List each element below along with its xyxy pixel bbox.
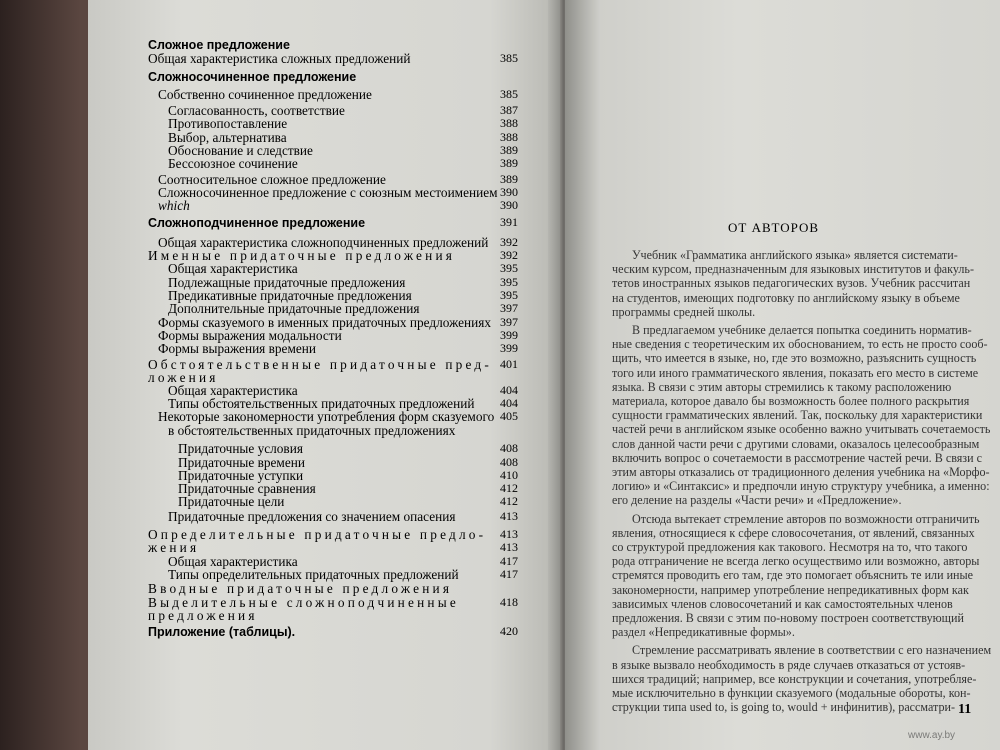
toc-entry-title: Вводные придаточные предложения: [148, 581, 453, 596]
toc-entry-page: 390: [500, 185, 518, 199]
toc-entry-title: Именные придаточные предложения: [148, 248, 456, 263]
toc-entry: [168, 424, 528, 437]
toc-entry-page: 388: [500, 116, 518, 130]
preface-line: со структурой предложения как такового. Несмотря на то, что такого: [612, 540, 968, 554]
preface-line: Учебник «Грамматика английского языка» является системати-: [632, 248, 958, 262]
toc-entry-page: 417: [500, 567, 518, 581]
toc-entry-page: 399: [500, 341, 518, 355]
toc-entry: [158, 199, 528, 212]
toc-entry-page: 410: [500, 468, 518, 482]
preface-line: струкции типа used to, is going to, would + инфинитив), рассматри-: [612, 700, 956, 715]
toc-entry: [168, 568, 528, 581]
toc-entry-title: Придаточные сравнения: [178, 481, 316, 496]
toc-entry-page: 401: [500, 357, 518, 371]
toc-entry-page: 412: [500, 494, 518, 508]
preface-line: закономерности, например употребление непредикативных форм как: [612, 582, 969, 597]
toc-entry: [148, 609, 528, 622]
preface-line: на студентов, имеющих подготовку по английскому языку в объеме: [612, 290, 960, 305]
toc-entry-title: Соотносительное сложное предложение: [158, 172, 386, 187]
toc-entry-page: 389: [500, 156, 518, 170]
preface-line: того или иного грамматического явления, показать его место в системе: [612, 365, 979, 380]
toc-entry-page: 392: [500, 248, 518, 262]
toc-entry: [168, 510, 528, 523]
preface-line: материала, которое давало бы возможность более полного раскрытия: [612, 394, 970, 408]
toc-entry-title: Формы сказуемого в именных придаточных предложениях: [158, 315, 491, 330]
preface-heading: ОТ АВТОРОВ: [728, 220, 820, 235]
preface-line: стремятся проводить его там, где это помогает объяснить те или иные: [612, 568, 974, 583]
toc-entry-page: 404: [500, 383, 518, 397]
toc-entry-title: Общая характеристика сложноподчиненных предложений: [158, 235, 489, 250]
toc-entry-page: 408: [500, 455, 518, 469]
toc-entry: [158, 88, 528, 101]
toc-entry-title: Формы выражения времени: [158, 341, 316, 356]
toc-entry-title: в обстоятельственных придаточных предложениях: [168, 423, 456, 438]
toc-entry-page: 412: [500, 481, 518, 495]
toc-entry-title: Предикативные придаточные предложения: [168, 288, 412, 303]
toc-entry: [148, 52, 528, 65]
preface-line: логию» и «Синтаксис» и предпочли иную структуру учебника, а именно:: [612, 479, 990, 494]
preface-line: рода отграничение не всегда легко осуществимо или возможно, авторы: [612, 554, 980, 569]
toc-entry-title: Сложноподчиненное предложение: [148, 216, 366, 230]
toc-entry-page: 397: [500, 301, 518, 315]
preface-line: частей речи в английском языке особенно важно учитывать сочетаемость: [612, 422, 991, 437]
preface-line: явления, относящиеся к сфере словосочетания, от явлений, связанных: [612, 525, 975, 540]
toc-entry-page: 413: [500, 540, 518, 554]
toc-entry-title: Типы определительных придаточных предложений: [168, 567, 459, 582]
toc-entry-title: Сложносочиненное предложение с союзным местоимением: [158, 185, 498, 200]
toc-entry-title: Собственно сочиненное предложение: [158, 87, 372, 102]
toc-entry: [148, 625, 528, 639]
toc-entry-title: Определительные придаточные предло-: [148, 527, 487, 542]
toc-entry-page: 399: [500, 328, 518, 342]
preface-line: Стремление рассматривать явление в соответствии с его назначением: [632, 643, 992, 658]
toc-entry-title: Формы выражения модальности: [158, 328, 342, 343]
toc-entry: [178, 442, 528, 455]
preface-line: его деление на разделы «Части речи» и «Предложение».: [612, 493, 902, 508]
toc-entry-page: 385: [500, 87, 518, 101]
toc-entry-title: Некоторые закономерности употребления форм сказуемого: [158, 409, 495, 424]
toc-entry-title: Обстоятельственные придаточные пред-: [148, 357, 493, 372]
preface-line: зависимых членов словосочетаний и как самостоятельных членов: [612, 596, 953, 611]
preface-line: шихся традиций; например, все конструкции и сочетания, употребляе-: [612, 671, 977, 686]
toc-entry-page: 413: [500, 509, 518, 523]
preface-line: раздел «Непредикативные формы».: [612, 625, 795, 640]
toc-entry-page: 395: [500, 288, 518, 302]
toc-entry-title: Выделительные сложноподчиненные: [148, 595, 459, 610]
toc-entry-title: Бессоюзное сочинение: [168, 156, 298, 171]
toc-entry-page: 395: [500, 261, 518, 275]
toc-entry-page: 417: [500, 554, 518, 568]
toc-entry: [148, 541, 528, 554]
toc-entry-title: Придаточные предложения со значением опасения: [168, 509, 456, 524]
toc-entry-page: 404: [500, 396, 518, 410]
toc-entry-page: 385: [500, 51, 518, 65]
toc-entry-title: Общая характеристика: [168, 261, 298, 276]
watermark: www.ay.by: [908, 730, 956, 741]
preface-line: предложения. В связи с этим по-новому построен соответствующий: [612, 611, 964, 625]
toc-entry-title: Обоснование и следствие: [168, 143, 313, 158]
preface-line: ческим курсом, предназначенным для языковых институтов и факуль-: [612, 262, 974, 277]
toc-entry-title: Общая характеристика: [168, 383, 298, 398]
toc-entry-page: 420: [500, 624, 518, 638]
toc-entry-page: 397: [500, 315, 518, 329]
toc-entry-page: 389: [500, 172, 518, 186]
toc-entry: [178, 495, 528, 508]
toc-entry: [148, 582, 528, 595]
toc-entry: [148, 528, 528, 541]
preface-line: программы средней школы.: [612, 304, 756, 319]
toc-entry-title: ложения: [148, 370, 219, 385]
preface-line: тетов иностранных языков педагогических вузов. Учебник рассчитан: [612, 276, 971, 291]
toc-entry: [158, 410, 528, 423]
toc-entry-title: предложения: [148, 608, 258, 623]
toc-entry-title: Сложносочиненное предложение: [148, 70, 357, 84]
toc-entry-title: Противопоставление: [168, 116, 288, 131]
toc-entry-page: 392: [500, 235, 518, 249]
toc-entry-title: Придаточные цели: [178, 494, 285, 509]
toc-entry-page: 387: [500, 103, 518, 117]
preface-line: В предлагаемом учебнике делается попытка соединить норматив-: [632, 323, 972, 337]
toc-entry-title: Сложное предложение: [148, 38, 290, 52]
toc-entry-page: 389: [500, 143, 518, 157]
preface-line: Отсюда вытекает стремление авторов по возможности отграничить: [632, 511, 980, 526]
toc-entry-title: Приложение (таблицы).: [148, 625, 296, 639]
toc-entry-title: Придаточные времени: [178, 455, 305, 470]
preface-line: этим авторы отказались от традиционного деления учебника на «Морфо-: [612, 465, 990, 479]
toc-entry: [168, 302, 528, 315]
toc-entry-page: 408: [500, 441, 518, 455]
toc-entry-title: Придаточные уступки: [178, 468, 304, 483]
toc-entry-page: 390: [500, 198, 518, 212]
toc-entry-title: Выбор, альтернатива: [168, 130, 287, 145]
toc-entry: [148, 38, 528, 52]
preface-line: в языке вызвало необходимость в ряде случаев отказаться от устояв-: [612, 657, 966, 672]
page-number: 11: [958, 702, 972, 717]
toc-entry-title: Придаточные условия: [178, 441, 303, 456]
preface-line: щить, что имеется в языке, но, где это возможно, разъяснить сущность: [612, 351, 977, 366]
toc-entry: [168, 262, 528, 275]
toc-entry-page: 391: [500, 215, 518, 229]
toc-entry-title: Согласованность, соответствие: [168, 103, 345, 118]
toc-entry-page: 418: [500, 595, 518, 609]
toc-entry-page: 388: [500, 130, 518, 144]
toc-entry-title: Дополнительные придаточные предложения: [168, 301, 420, 316]
preface-line: языка. В связи с этим авторы стремились к такому расположению: [612, 379, 952, 394]
toc-entry: [168, 157, 528, 170]
preface-line: включить вопрос о сочетаемости в рассмотрение частей речи. В связи с: [612, 450, 982, 465]
toc-entry: [158, 186, 528, 199]
toc-entry: [148, 216, 528, 230]
toc-entry-title: Общая характеристика: [168, 554, 298, 569]
toc-entry: [168, 117, 528, 130]
toc-entry-title: which: [158, 198, 190, 213]
toc-entry-title: Подлежащные придаточные предложения: [168, 275, 406, 290]
toc-entry-page: 395: [500, 275, 518, 289]
toc-entry-page: 413: [500, 527, 518, 541]
preface-line: мые исключительно в функции сказуемого (модальные обороты, кон-: [612, 686, 971, 700]
preface-line: ные сведения с теоретическим их обоснованием, то есть не просто сооб-: [612, 337, 988, 352]
preface-line: слов данной части речи с другими словами, оказалось целесообразным: [612, 436, 980, 451]
toc-entry: [148, 70, 528, 84]
preface-line: сущности грамматических явлений. Так, поскольку для характеристики: [612, 408, 983, 423]
toc-entry-title: жения: [148, 540, 200, 555]
toc-entry-title: Общая характеристика сложных предложений: [148, 51, 411, 66]
toc-entry-title: Типы обстоятельственных придаточных предложений: [168, 396, 475, 411]
toc-entry-page: 405: [500, 409, 518, 423]
toc-entry: [158, 342, 528, 355]
